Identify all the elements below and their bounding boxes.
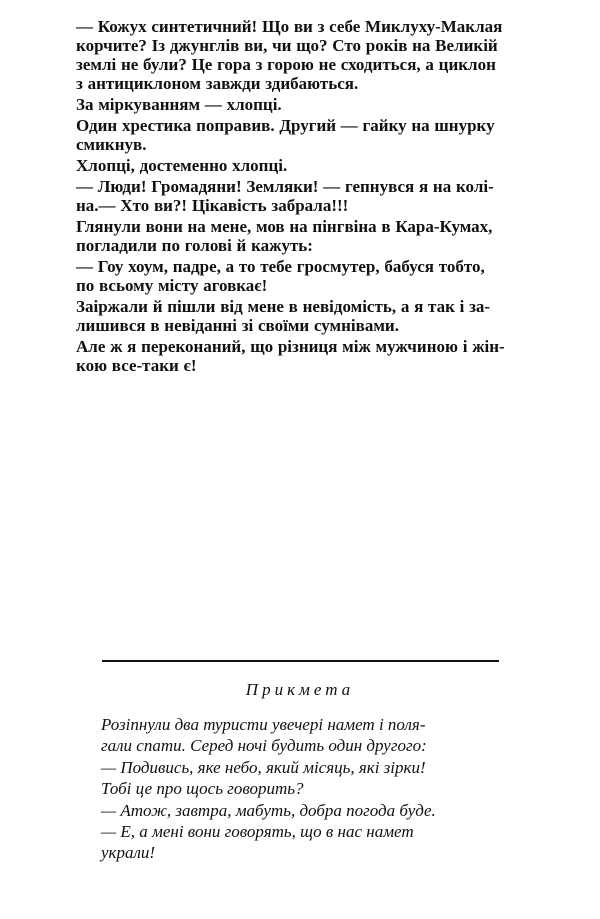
text-line: по всьому місту аговкає! xyxy=(76,276,268,295)
paragraph xyxy=(76,116,548,154)
text-line: Але ж я переконаний, що різниця між мужчиною і жін- xyxy=(76,337,505,356)
text-line: — Кожух синтетичний! Що ви з себе Миклуху-Маклая xyxy=(76,17,503,36)
paragraph xyxy=(76,95,548,114)
text-line: Глянули вони на мене, мов на пінгвіна в Кара-Кумах, xyxy=(76,217,493,236)
joke-line: — Подивись, яке небо, який місяць, які зірки! xyxy=(101,757,426,777)
text-line: з антициклоном завжди здибаються. xyxy=(76,74,359,93)
text-line: — Гоу хоум, падре, а то тебе гросмутер, бабуся тобто, xyxy=(76,257,485,276)
paragraph xyxy=(76,217,548,255)
text-line: Хлопці, достеменно хлопці. xyxy=(76,156,288,175)
paragraph xyxy=(76,337,548,375)
paragraph xyxy=(76,17,548,93)
joke-text xyxy=(101,714,501,864)
text-line: погладили по голові й кажуть: xyxy=(76,236,313,255)
joke-line: гали спати. Серед ночі будить один другого: xyxy=(101,736,427,756)
text-line: Заіржали й пішли від мене в невідомість, а я так і за- xyxy=(76,297,491,316)
text-line: землі не були? Це гора з горою не сходиться, а циклон xyxy=(76,55,496,74)
text-line: лишився в невіданні зі своїми сумнівами. xyxy=(76,316,399,335)
text-line: на.— Хто ви?! Цікавість забрала!!! xyxy=(76,196,349,215)
text-line: кою все-таки є! xyxy=(76,356,197,375)
text-line: — Люди! Громадяни! Земляки! — гепнувся я на колі- xyxy=(76,177,494,196)
joke-title: Прикмета xyxy=(245,680,355,699)
paragraph xyxy=(76,177,548,215)
paragraph xyxy=(76,257,548,295)
text-line: смикнув. xyxy=(76,135,147,154)
joke-line: — Е, а мені вони говорять, що в нас намет xyxy=(101,822,414,842)
story-text xyxy=(76,17,548,377)
joke-line: украли! xyxy=(101,843,156,863)
joke-line: Розіпнули два туристи увечері намет і поля- xyxy=(101,715,426,734)
joke-line: Тобі це про щось говорить? xyxy=(101,779,304,799)
text-line: За міркуванням — хлопці. xyxy=(76,95,282,114)
section-divider xyxy=(102,660,499,662)
text-line: Один хрестика поправив. Другий — гайку на шнурку xyxy=(76,116,495,135)
joke-line: — Атож, завтра, мабуть, добра погода буде. xyxy=(101,800,436,820)
paragraph xyxy=(76,297,548,335)
paragraph xyxy=(76,156,548,175)
text-line: корчите? Із джунглів ви, чи що? Сто років на Великій xyxy=(76,36,498,55)
